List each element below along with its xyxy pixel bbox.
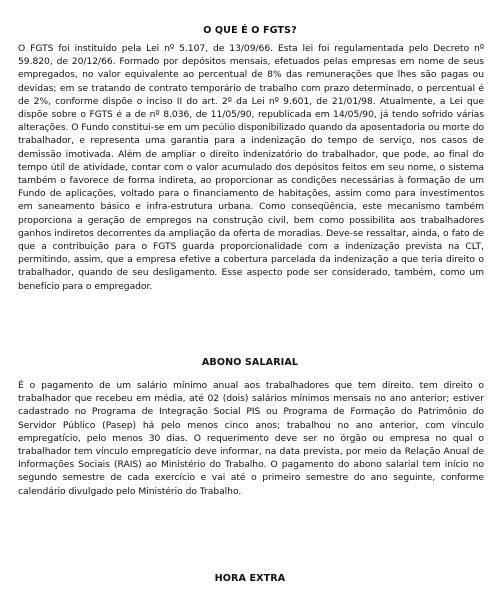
- section-heading-hora-extra: HORA EXTRA: [214, 573, 286, 584]
- section-body-abono-salarial: É o pagamento de um salário mínimo anual aos trabalhadores que tem direito. tem direito o trabalhador que recebeu em média, até 02 (dois) salários mínimos mensais no ano anterior; estiver cadastrado no Programa de Integração Social PIS ou Programa de Formação do Patrimônio do Servidor Público (Pasep) há pelo menos cinco anos; trabalhou no ano anterior, com vínculo empregatício, pelo menos 30 dias. O requerimento deve ser no órgão ou empresa no qual o trabalhador tem vínculo empregatício deve informar, na data prevista, por meio da Relação Anual de Informações Sociais (RAIS) ao Ministério do Trabalho. O pagamento do abono salarial tem início no segundo semestre de cada exercício e vai até o primeiro semestre do ano seguinte, conforme calendário divulgado pelo Ministério do Trabalho.: [18, 380, 484, 497]
- section-heading-abono-salarial: ABONO SALARIAL: [201, 357, 299, 368]
- section-heading-fgts: O QUE É O FGTS?: [203, 25, 297, 36]
- section-body-fgts: O FGTS foi instituído pela Lei nº 5.107, de 13/09/66. Esta lei foi regulamentada pelo Decreto nº 59.820, de 20/12/66. Formado por depósitos mensais, efetuados pelas empresas em nome de seus empregados, no valor equivalente ao percentual de 8% das remunerações que lhes são pagas ou devidas; em se tratando de contrato temporário de trabalho com prazo determinado, o percentual é de 2%, conforme dispõe o inciso II do art. 2º da Lei nº 9.601, de 21/01/98. Atualmente, a Lei que dispõe sobre o FGTS é a de nº 8.036, de 11/05/90, republicada em 14/05/90, já tendo sofrido várias alterações. O Fundo constitui-se em um pecúlio disponibilizado quando da aposentadoria ou morte do trabalhador, e representa uma garantia para a indenização do tempo de serviço, nos casos de demissão imotivada. Além de ampliar o direito indenizatório do trabalhador, que pode, ao final do tempo útil de atividade, contar com o valor acumulado dos depósitos feitos em seu nome, o sistema também o favorece de forma indireta, ao proporcionar as condições necessárias à formação de um Fundo de aplicações, voltado para o financiamento de habitações, assim como para investimentos em saneamento básico e infra-estrutura urbana. Como conseqüência, este mecanismo também proporciona a geração de empregos na construção civil, bem como possibilita aos trabalhadores ganhos indiretos decorrentes da ampliação da oferta de moradias. Deve-se ressaltar, ainda, o fato de que a contribuição para o FGTS guarda proporcionalidade com a indenização prevista na CLT, permitindo, assim, que a empresa efetive a cobertura parcelada da indenização a que teria direito o trabalhador, quando de seu desligamento. Esse aspecto pode ser considerado, também, como um benefício para o empregador.: [18, 43, 484, 292]
